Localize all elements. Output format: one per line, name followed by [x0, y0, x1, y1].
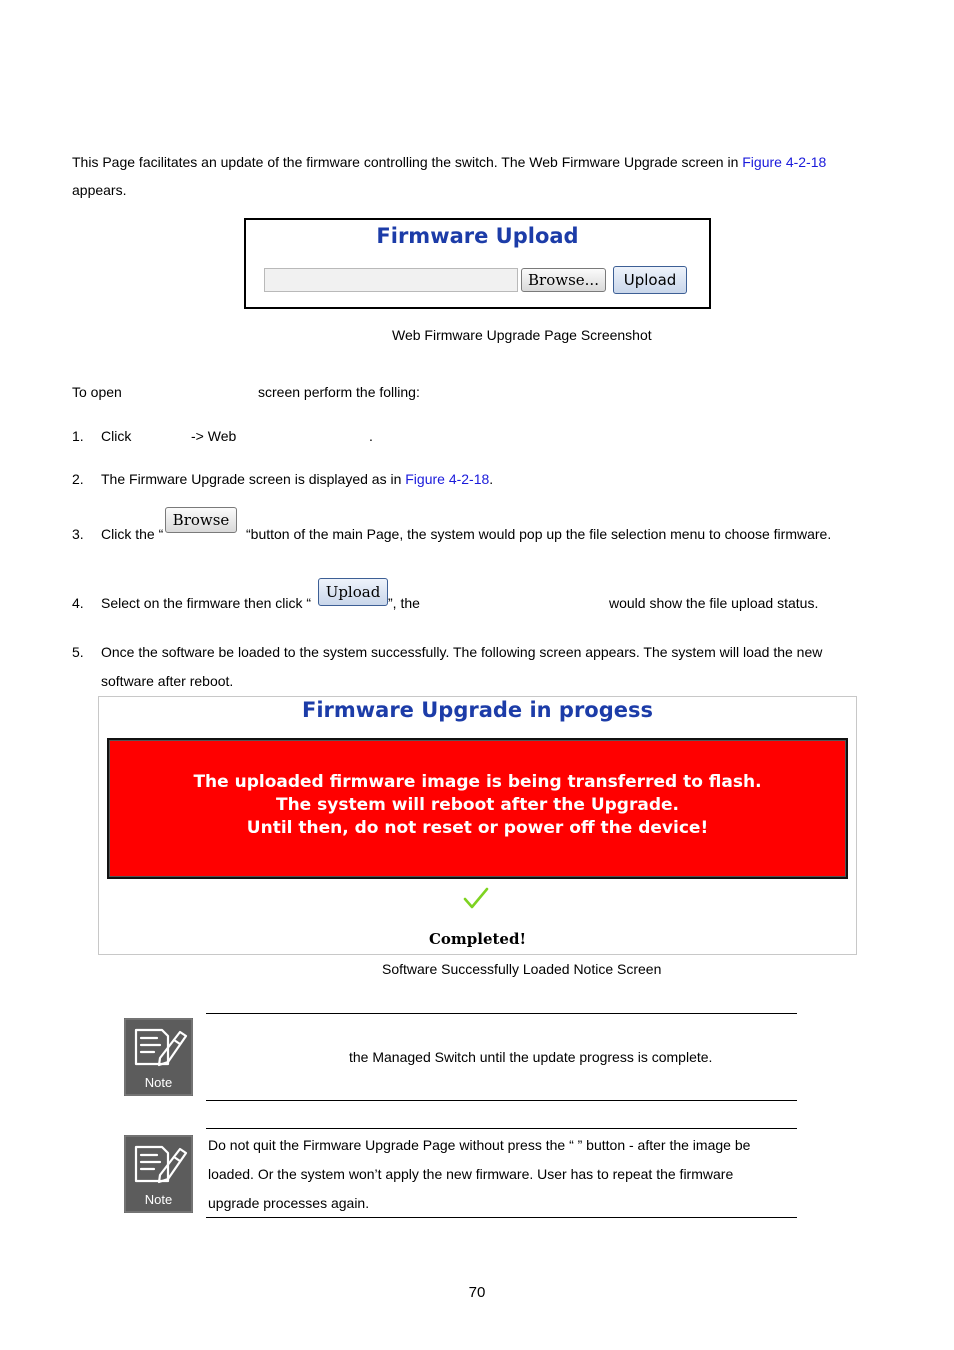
step-number: 3.: [72, 526, 84, 542]
note-rule: [206, 1100, 797, 1101]
step-1-c: .: [369, 428, 373, 444]
completed-label: Completed!: [428, 930, 527, 948]
step-2-b: .: [489, 471, 494, 487]
note-2-line: upgrade processes again.: [208, 1195, 370, 1211]
page-number: 70: [468, 1284, 486, 1301]
step-5-line1: Once the software be loaded to the system successfully. The following screen appears. The system will load the new: [101, 644, 823, 660]
note-icon-label: Note: [144, 1192, 173, 1207]
firmware-upload-title: Firmware Upload: [376, 224, 579, 248]
figure-link[interactable]: Figure 4-2-18: [742, 154, 827, 170]
checkmark-icon: [462, 885, 490, 913]
figure-caption: Software Successfully Loaded Notice Screen: [382, 961, 662, 977]
steps-intro: [72, 384, 122, 400]
step-4-c: would show the file upload status.: [609, 595, 819, 611]
file-path-input[interactable]: [264, 268, 518, 292]
upgrade-warning-box: [107, 738, 848, 879]
note-rule: [206, 1013, 797, 1014]
inline-browse-button: Browse: [165, 507, 237, 533]
upgrade-title: Firmware Upgrade in progess: [301, 698, 654, 722]
step-4-a: Select on the firmware then click “: [101, 595, 312, 611]
steps-intro-a: To open: [72, 384, 122, 400]
step-4-b: ”, the: [388, 595, 420, 611]
note-2-line: loaded. Or the system won’t apply the new firmware. User has to repeat the firmware: [208, 1166, 734, 1182]
note-rule: [206, 1128, 797, 1129]
note-2-line: Do not quit the Firmware Upgrade Page without press the “ ” button - after the image be: [208, 1137, 751, 1153]
step-number: 2.: [72, 471, 84, 487]
step-number: 5.: [72, 644, 84, 660]
firmware-upgrade-figure: [98, 696, 857, 955]
note-icon: [124, 1135, 193, 1213]
warning-line: The system will reboot after the Upgrade.: [275, 795, 679, 815]
step-1-a: Click: [101, 428, 132, 444]
intro-paragraph: [72, 154, 826, 170]
note-icon-label: Note: [144, 1075, 173, 1090]
browse-button[interactable]: Browse...: [521, 268, 606, 292]
figure-caption: Web Firmware Upgrade Page Screenshot: [392, 327, 652, 343]
step-1-b: -> Web: [191, 428, 237, 444]
step-2-a: The Firmware Upgrade screen is displayed as in: [101, 471, 406, 487]
step-3-a: Click the “: [101, 526, 164, 542]
note-icon: [124, 1018, 193, 1096]
figure-link[interactable]: Figure 4-2-18: [405, 471, 490, 487]
inline-upload-button: Upload: [318, 578, 388, 606]
upload-button[interactable]: Upload: [613, 266, 687, 294]
step-number: 1.: [72, 428, 84, 444]
step-2-text: [101, 471, 493, 487]
steps-intro-b: screen perform the folling:: [258, 384, 420, 400]
intro-paragraph-end: appears.: [72, 182, 127, 198]
warning-line: Until then, do not reset or power off the device!: [246, 818, 709, 838]
note-rule: [206, 1217, 797, 1218]
note-1-text: the Managed Switch until the update progress is complete.: [349, 1049, 713, 1065]
step-5-line2: software after reboot.: [101, 673, 234, 689]
step-number: 4.: [72, 595, 84, 611]
step-3-b: “button of the main Page, the system would pop up the file selection menu to choose firmware.: [246, 526, 832, 542]
warning-line: The uploaded firmware image is being transferred to flash.: [193, 772, 762, 792]
intro-text: This Page facilitates an update of the firmware controlling the switch. The Web Firmware Upgrade screen in: [72, 154, 743, 170]
firmware-upload-figure: [244, 218, 711, 309]
